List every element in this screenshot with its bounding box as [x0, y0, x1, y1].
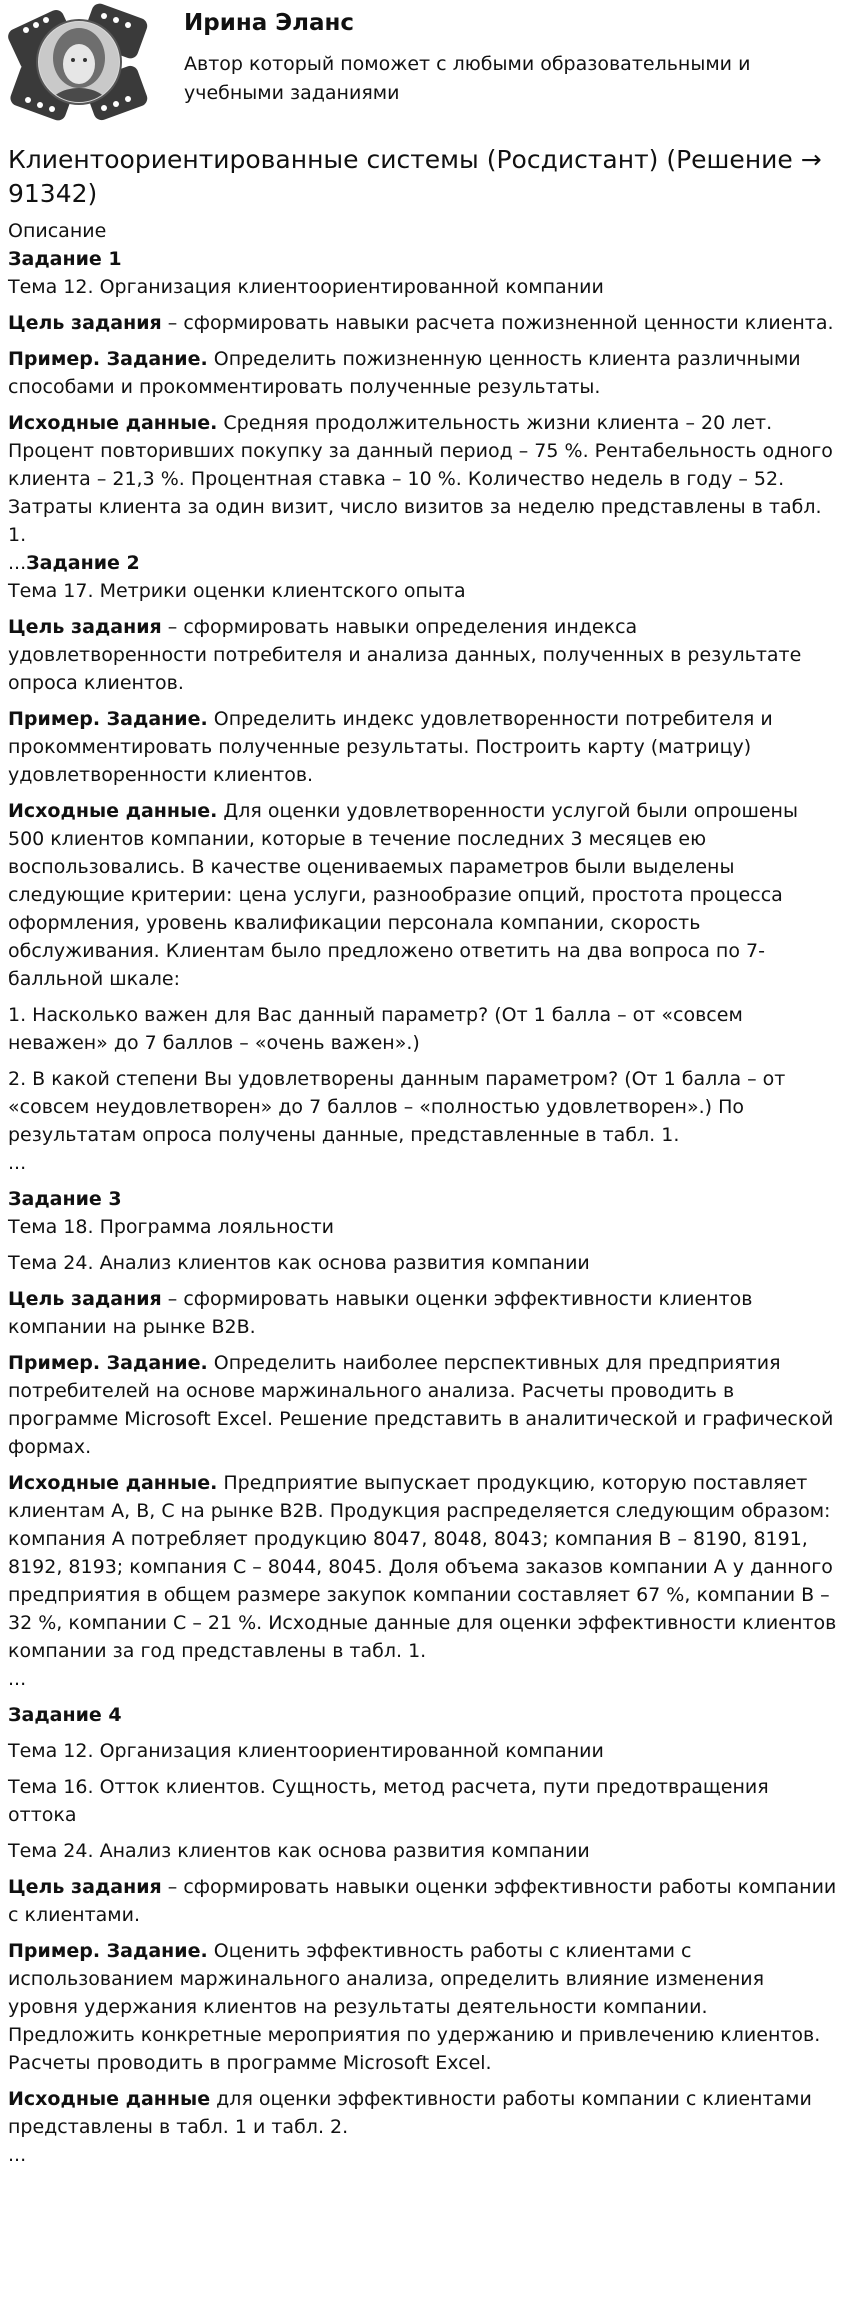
task-heading: Задание 1: [8, 248, 122, 270]
task-topic: Тема 24. Анализ клиентов как основа развития компании: [8, 1840, 590, 1862]
example-label: Пример. Задание.: [8, 708, 208, 730]
goal-text: – сформировать навыки расчета пожизненной ценности клиента.: [161, 312, 834, 334]
task-goal: [8, 613, 839, 697]
author-avatar-icon: [4, 0, 154, 130]
task-section: [8, 1701, 839, 2169]
input-text: Предприятие выпускает продукцию, которую поставляет клиентам A, B, C на рынке B2B. Продукция распределяется следующим образом: компания A потребляет продукцию 8047, 8048, 8043; компания B – 8190, 8191, 8192, 8193; компания C – 8044, 8045. Доля объема заказов компании А у данного предприятия в общем размере закупок компании составляет 67 %, компании B – 32 %, компании C – 21 %. Исходные данные для оценки эффективности клиентов компании за год представлены в табл. 1.: [8, 1472, 837, 1662]
ellipsis: ...: [8, 1152, 27, 1174]
goal-label: Цель задания: [8, 616, 162, 638]
goal-label: Цель задания: [8, 1288, 162, 1310]
task-example: [8, 705, 839, 789]
task-heading: Задание 3: [8, 1188, 122, 1210]
goal-label: Цель задания: [8, 1876, 162, 1898]
input-text: для оценки эффективности работы компании с клиентами представлены в табл. 1 и табл. 2.: [8, 2088, 812, 2138]
task-topic: Тема 24. Анализ клиентов как основа развития компании: [8, 1252, 590, 1274]
goal-text: – сформировать навыки оценки эффективности клиентов компании на рынке B2B.: [8, 1288, 753, 1338]
goal-text: – сформировать навыки определения индекса удовлетворенности потребителя и анализа данных, полученных в результате опроса клиентов.: [8, 616, 802, 694]
example-text: Оценить эффективность работы с клиентами с использованием маржинального анализа, определить влияние изменения уровня удержания клиентов на результаты деятельности компании. Предложить конкретные мероприятия по удержанию и привлечению клиентов. Расчеты проводить в программе Microsoft Excel.: [8, 1940, 821, 2074]
task-topic: Тема 12. Организация клиентоориентированной компании: [8, 276, 604, 298]
example-label: Пример. Задание.: [8, 348, 208, 370]
survey-question: 2. В какой степени Вы удовлетворены данным параметром? (От 1 балла – от «совсем неудовлетворен» до 7 баллов – «полностью удовлетворен».) По результатам опроса получены данные, представленные в табл. 1.: [8, 1068, 786, 1146]
input-label: Исходные данные.: [8, 412, 218, 434]
task-topic: Тема 16. Отток клиентов. Сущность, метод расчета, пути предотвращения оттока: [8, 1776, 769, 1826]
input-label: Исходные данные: [8, 2088, 211, 2110]
input-label: Исходные данные.: [8, 800, 218, 822]
example-text: Определить индекс удовлетворенности потребителя и прокомментировать полученные результаты. Построить карту (матрицу) удовлетворенности клиентов.: [8, 708, 773, 786]
author-description: Автор который поможет с любыми образовательными и учебными заданиями: [184, 53, 751, 104]
example-text: Определить наиболее перспективных для предприятия потребителей на основе маржинального анализа. Расчеты проводить в программе Microsoft Excel. Решение представить в аналитической и графической формах.: [8, 1352, 834, 1458]
description-label: Описание: [8, 220, 107, 242]
task-input: [8, 797, 839, 993]
page-title: Клиентоориентированные системы (Росдистант) (Решение → 91342): [8, 145, 822, 208]
task-example: [8, 345, 839, 401]
task-goal: [8, 1285, 839, 1341]
author-name[interactable]: Ирина Эланс: [184, 10, 355, 36]
goal-label: Цель задания: [8, 312, 162, 334]
input-text: Средняя продолжительность жизни клиента – 20 лет. Процент повторивших покупку за данный период – 75 %. Рентабельность одного клиента – 21,3 %. Процентная ставка – 10 %. Количество недель в году – 52. Затраты клиента за один визит, число визитов за неделю представлены в табл. 1.: [8, 412, 833, 546]
example-label: Пример. Задание.: [8, 1940, 208, 1962]
ellipsis: ...: [8, 1668, 27, 1690]
task-topic: Тема 18. Программа лояльности: [8, 1216, 335, 1238]
task-heading: Задание 4: [8, 1704, 122, 1726]
task-example: [8, 1937, 839, 2077]
task-section: [8, 245, 839, 549]
task-input: [8, 1469, 839, 1665]
task-topic: Тема 12. Организация клиентоориентированной компании: [8, 1740, 604, 1762]
example-text: Определить пожизненную ценность клиента различными способами и прокомментировать полученные результаты.: [8, 348, 801, 398]
task-input: [8, 409, 839, 549]
example-label: Пример. Задание.: [8, 1352, 208, 1374]
task-goal: [8, 1873, 839, 1929]
input-label: Исходные данные.: [8, 1472, 218, 1494]
task-section: [8, 549, 839, 1177]
task-section: [8, 1185, 839, 1693]
goal-text: – сформировать навыки оценки эффективности работы компании с клиентами.: [8, 1876, 837, 1926]
survey-question: 1. Насколько важен для Вас данный параметр? (От 1 балла – от «совсем неважен» до 7 баллов – «очень важен».): [8, 1004, 743, 1054]
task-input: [8, 2085, 839, 2141]
ellipsis: ...: [8, 2144, 27, 2166]
input-text: Для оценки удовлетворенности услугой были опрошены 500 клиентов компании, которые в течение последних 3 месяцев ею воспользовались. В качестве оцениваемых параметров были выделены следующие критерии: цена услуги, разнообразие опций, простота процесса оформления, уровень квалификации персонала компании, скорость обслуживания. Клиентам было предложено ответить на два вопроса по 7-балльной шкале:: [8, 800, 798, 990]
ellipsis: ...: [8, 552, 27, 574]
author-card: [8, 0, 839, 130]
task-goal: [8, 309, 839, 337]
task-heading: Задание 2: [26, 552, 140, 574]
task-example: [8, 1349, 839, 1461]
task-topic: Тема 17. Метрики оценки клиентского опыта: [8, 580, 466, 602]
